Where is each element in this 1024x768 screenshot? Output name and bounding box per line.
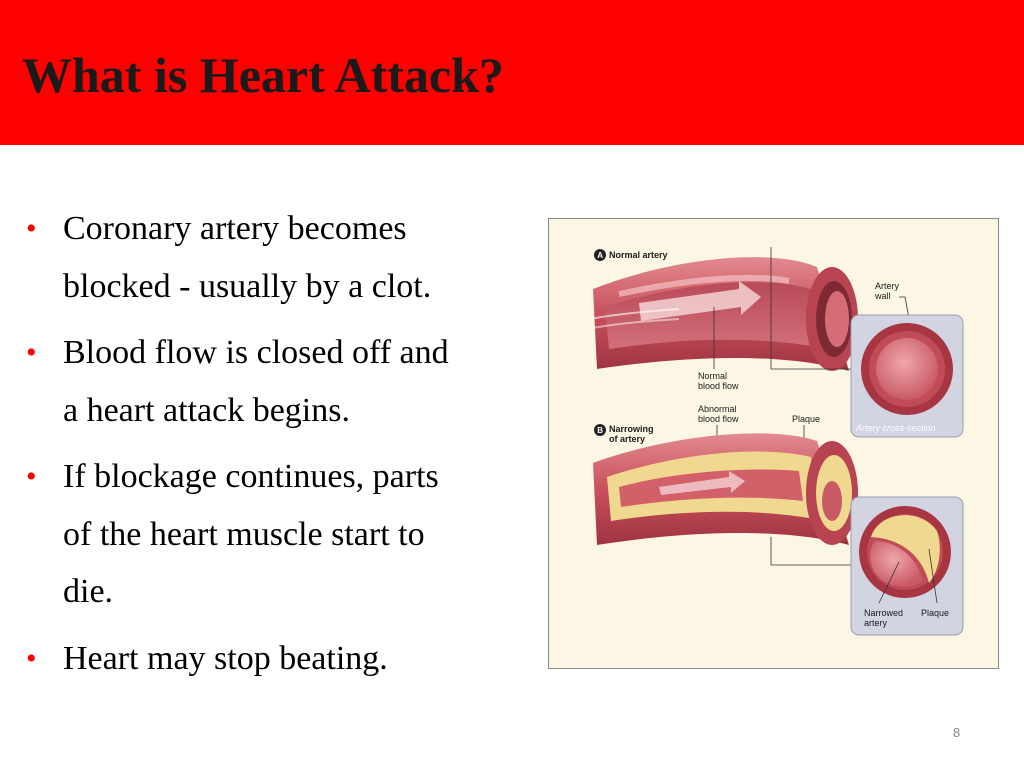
- bullet-dot: •: [26, 212, 37, 245]
- panel-b-title: of artery: [609, 434, 646, 444]
- plaque-label: Plaque: [792, 414, 821, 424]
- artery-illustration: [548, 218, 999, 669]
- bullet-item: [26, 448, 526, 621]
- bullet-text: of the heart muscle start to: [63, 515, 425, 553]
- normal-cross-section: [851, 315, 963, 437]
- narrowed-label: Narrowed: [864, 608, 904, 618]
- bullet-text: Coronary artery becomes: [63, 210, 407, 247]
- narrowed-cross-section: [851, 497, 963, 635]
- panel-b-letter: B: [597, 426, 603, 436]
- normal-flow-label: Normal: [698, 371, 728, 381]
- bullet-item: [26, 324, 526, 439]
- page-number: 8: [953, 725, 961, 740]
- abnormal-flow-label: blood flow: [698, 414, 739, 424]
- bullet-dot: •: [26, 460, 37, 493]
- artery-diagram: [549, 219, 998, 668]
- bullet-text: a heart attack begins.: [63, 391, 350, 429]
- panel-b-title: Narrowing: [609, 424, 654, 434]
- panel-b-badge: [594, 424, 606, 436]
- panel-a-badge: [594, 249, 606, 261]
- bullet-text: die.: [63, 573, 114, 610]
- bullet-item: [26, 200, 526, 315]
- bullet-text: If blockage continues, parts: [63, 458, 439, 495]
- title-bar: [0, 0, 1024, 145]
- bullet-list: [26, 200, 526, 696]
- abnormal-flow-label: Abnormal: [698, 404, 737, 414]
- slide-title: What is Heart Attack?: [22, 47, 504, 103]
- artery-wall-label: wall: [875, 291, 891, 301]
- panel-a-letter: A: [597, 251, 603, 261]
- artery-wall-label: Artery: [875, 281, 900, 291]
- bullet-text: blocked - usually by a clot.: [63, 267, 432, 305]
- bullet-dot: •: [26, 641, 37, 675]
- bullet-text: Heart may stop beating.: [63, 639, 388, 677]
- normal-flow-label: blood flow: [698, 381, 739, 391]
- narrowed-label: artery: [864, 618, 888, 628]
- bullet-dot: •: [26, 336, 37, 369]
- panel-a-title: Normal artery: [609, 250, 668, 260]
- plaque-label: Plaque: [921, 608, 950, 618]
- bullet-text: Blood flow is closed off and: [63, 334, 449, 371]
- narrowed-artery-tube: [593, 433, 858, 545]
- bullet-item: [26, 630, 526, 688]
- cross-section-label: Artery cross-section: [856, 423, 936, 433]
- normal-artery-tube: [587, 257, 858, 371]
